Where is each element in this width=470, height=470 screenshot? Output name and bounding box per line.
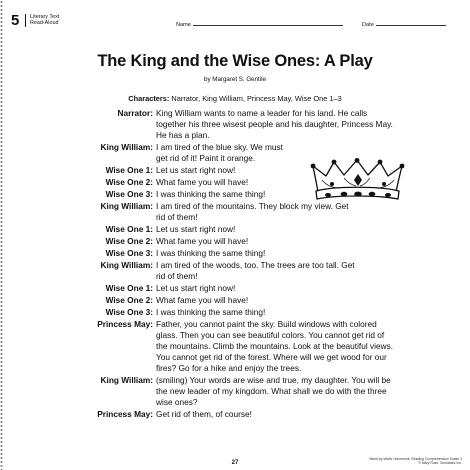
speaker-name: Narrator:: [117, 108, 153, 118]
speaker-name: King William:: [100, 260, 153, 270]
characters-value: Narrator, King William, Princess May, Wise One 1–3: [171, 94, 342, 103]
page-title: The King and the Wise Ones: A Play: [97, 52, 373, 70]
worksheet-tag: [25, 14, 66, 27]
line-text: What fame you will have!: [156, 295, 249, 305]
crown-icon: [310, 158, 406, 202]
script-line: [0, 108, 470, 141]
author-credit: by Margaret S. Gentile: [204, 76, 266, 83]
date-field[interactable]: [362, 20, 446, 28]
script-line: [0, 375, 470, 408]
script-line: [0, 307, 470, 318]
speaker-name: King William:: [100, 201, 153, 211]
speaker-name: Wise One 1:: [105, 165, 153, 175]
speaker-name: Wise One 1:: [105, 283, 153, 293]
script-line: [0, 283, 470, 294]
line-text: What fame you will have!: [156, 236, 249, 246]
page-number: 27: [231, 460, 239, 466]
speaker-name: Princess May:: [97, 319, 153, 329]
date-label: Date: [362, 22, 374, 28]
line-text: What fame you will have!: [156, 177, 249, 187]
line-text: I was thinking the same thing!: [156, 248, 266, 258]
script-line: [0, 260, 470, 282]
speaker-name: Wise One 1:: [105, 224, 153, 234]
worksheet-number: 5: [11, 12, 20, 29]
script-line: [0, 295, 470, 306]
script-line: [0, 224, 470, 235]
speaker-name: Wise One 3:: [105, 189, 153, 199]
line-text: King William wants to name a leader for his land. He calls together his three wisest people and his daughter, Princess May. He has a plan.: [156, 108, 393, 140]
characters-label: Characters:: [128, 94, 170, 103]
tag-line-1: Literary Text: [30, 14, 60, 20]
script-line: [0, 201, 470, 223]
line-text: Get rid of them, of course!: [156, 409, 252, 419]
line-text: I was thinking the same thing!: [156, 189, 266, 199]
line-text: I am tired of the woods, too. The trees are too tall. Get rid of them!: [156, 260, 355, 281]
line-text: Father, you cannot paint the sky. Build windows with colored glass. Then you can see beautiful colors. You cannot get rid of the mountains. Climb the mountains. Look at the beautiful views. You cannot get rid of the forest. Where will we get wood for our fires? Go for a hike and enjoy the trees.: [156, 319, 394, 373]
script-line: [0, 409, 470, 420]
line-text: (smiling) Your words are wise and true, my daughter. You will be the new leader of my kingdom. What shall we do with the three wise ones?: [156, 375, 391, 407]
speaker-name: King William:: [100, 375, 153, 385]
speaker-name: Wise One 2:: [105, 295, 153, 305]
script-line: [0, 236, 470, 247]
play-script: [0, 108, 470, 421]
date-line[interactable]: [376, 20, 446, 26]
credit-line-2: © Mary Rose, Scholastic Inc.: [418, 461, 462, 466]
name-line[interactable]: [193, 20, 343, 26]
speaker-name: King William:: [100, 142, 153, 152]
line-text: Let us start right now!: [156, 283, 236, 293]
line-text: Let us start right now!: [156, 165, 236, 175]
speaker-name: Wise One 3:: [105, 248, 153, 258]
line-text: I am tired of the blue sky. We must get rid of it! Paint it orange.: [156, 142, 283, 163]
name-label: Name: [176, 22, 191, 28]
speaker-name: Wise One 3:: [105, 307, 153, 317]
credit-line-1: Week-by-Week Homework: Reading Comprehension Grade 3: [369, 457, 462, 461]
worksheet-header: [8, 12, 460, 32]
name-field[interactable]: [176, 20, 343, 28]
speaker-name: Princess May:: [97, 409, 153, 419]
line-text: Let us start right now!: [156, 224, 236, 234]
script-line: [0, 248, 470, 259]
line-text: I was thinking the same thing!: [156, 307, 266, 317]
characters-list: [0, 94, 470, 103]
line-text: I am tired of the mountains. They block my view. Get rid of them!: [156, 201, 349, 222]
speaker-name: Wise One 2:: [105, 236, 153, 246]
speaker-name: Wise One 2:: [105, 177, 153, 187]
copyright-credit: [366, 457, 462, 465]
script-line: [0, 319, 470, 374]
tag-line-2: Read-Aloud: [30, 20, 59, 27]
